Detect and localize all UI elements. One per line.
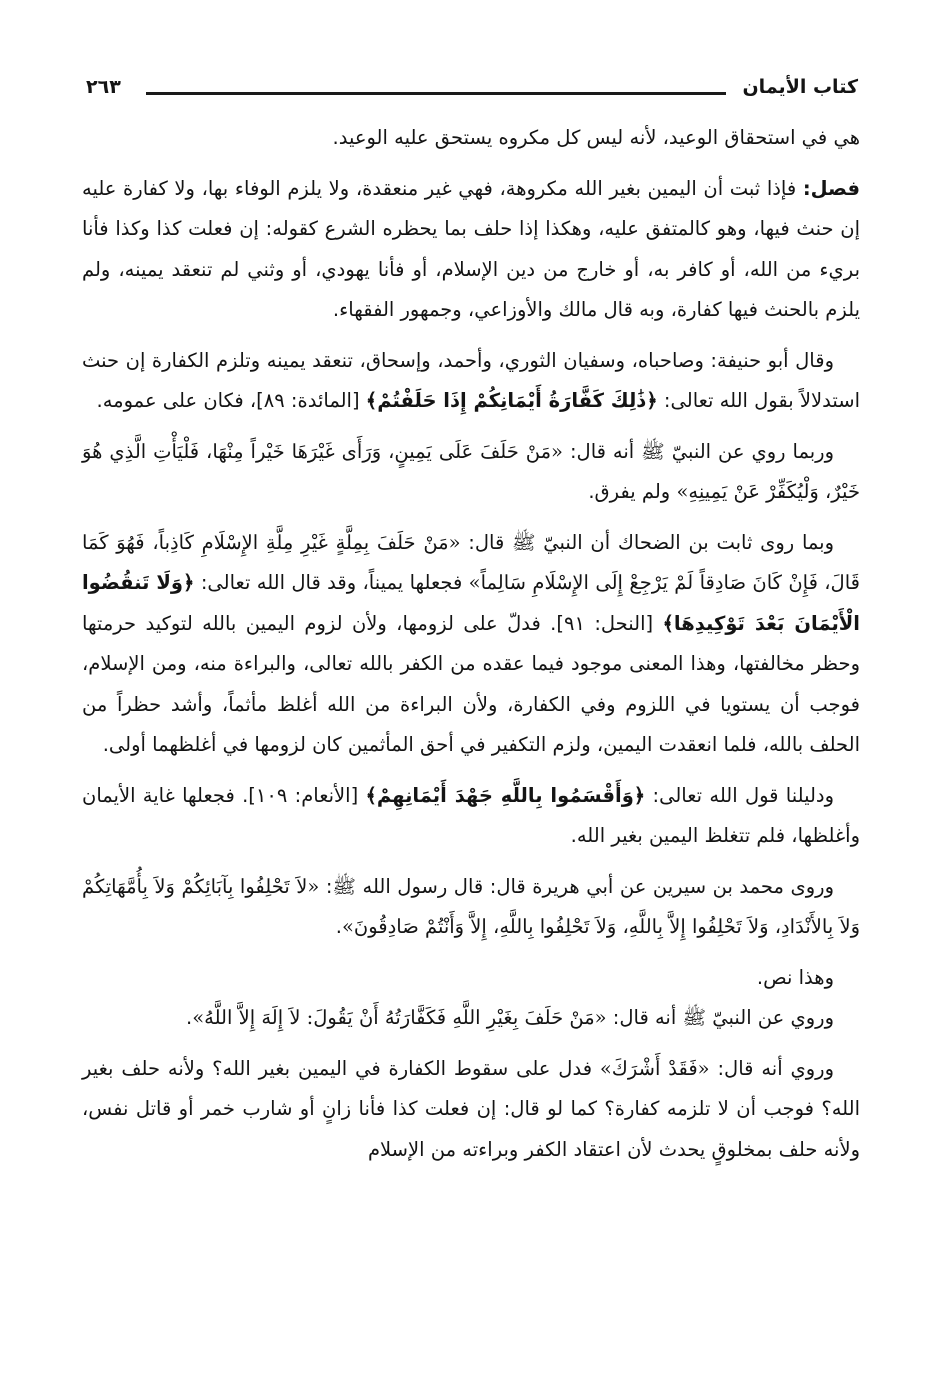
paragraph-text: ودليلنا قول الله تعالى: (645, 783, 835, 807)
paragraph-text: وقال أبو حنيفة: وصاحباه، وسفيان الثوري، وأحمد، وإسحاق، تنعقد يمينه وتلزم الكفارة إن حنث استدلالاً بقول الله تعالى: (82, 348, 860, 412)
page-number: ٢٦٣ (86, 76, 121, 98)
paragraph-text: هي في استحقاق الوعيد، لأنه ليس كل مكروه يستحق عليه الوعيد. (332, 126, 860, 149)
hadith-quote: «مَنْ حَلَفَ عَلَى يَمِينٍ، وَرَأَى غَيْرَهَا خَيْراً مِنْهَا، فَلْيَأْتِ الَّذِي هُوَ خَيْرٌ، وَلْيُكَفِّرْ عَنْ يَمِينِهِ» (82, 439, 860, 503)
hadith-quote: «لاَ تَحْلِفُوا بِآبَائِكُمْ وَلاَ بِأُمَّهَاتِكُمْ وَلاَ بِالأَنْدَادِ، وَلاَ تَحْلِفُوا إِلاَّ بِاللَّهِ، وَلاَ تَحْلِفُوا بِاللَّهِ، إِلاَّ وَأَنْتُمْ صَادِقُونَ» (82, 874, 860, 938)
paragraph-8 (82, 958, 860, 999)
hadith-quote: «مَنْ حَلَفَ بِمِلَّةٍ غَيْرِ مِلَّةِ الإِسْلَامِ كَاذِباً، فَهُوَ كَمَا قَالَ، فَإِنْ كَانَ صَادِقاً لَمْ يَرْجِعْ إِلَى الإِسْلَامِ سَالِماً» (82, 530, 860, 594)
paragraph-text: فإذا ثبت أن اليمين بغير الله مكروهة، فهي غير منعقدة، ولا يلزم الوفاء بها، ولا كفارة عليه إن حنث فيها، وهو كالمتفق عليه، وهكذا إذا حلف بما يحظره الشرع كقوله: إن فعلت كذا وكذا فأنا بريء من الله، أو كافر به، أو خارج من دين الإسلام، أو فأنا يهودي، أو وثني لم تنعقد يمينه، ولم يلزم بالحنث فيها كفارة، وبه قال مالك والأوزاعي، وجمهور الفقهاء. (82, 176, 860, 321)
paragraph-text: فجعلها يميناً، وقد قال الله تعالى: (194, 571, 469, 594)
paragraph-10 (82, 1049, 860, 1171)
paragraph-2 (82, 169, 860, 331)
paragraph-text: وربما روي عن النبيّ ﷺ أنه قال: (563, 439, 834, 463)
paragraph-9 (82, 998, 860, 1039)
paragraph-text: وهذا نص. (756, 965, 834, 989)
paragraph-7 (82, 867, 860, 948)
quran-verse: ﴿وَلَا تَنقُضُوا الْأَيْمَانَ بَعْدَ تَوْكِيدِهَا﴾ (82, 571, 860, 635)
paragraph-6 (82, 776, 860, 857)
quran-verse: ﴿ذَٰلِكَ كَفَّارَةُ أَيْمَانِكُمْ إِذَا حَلَفْتُمْ﴾ (365, 389, 658, 412)
header-rule (146, 92, 726, 95)
section-lead: فصل: (802, 176, 860, 200)
paragraph-text: وروي عن النبيّ ﷺ أنه قال: (606, 1006, 834, 1029)
paragraph-1 (82, 118, 860, 159)
paragraph-text: [الأنعام: ١٠٩]. فجعلها غاية الأيمان وأغلظها، فلم تتغلظ اليمين بغير الله. (82, 783, 860, 847)
paragraph-text: ولم يفرق. (588, 480, 677, 503)
paragraph-4 (82, 432, 860, 513)
hadith-quote: «فَقَدْ أَشْرَكَ» (599, 1056, 710, 1080)
hadith-quote: «مَنْ حَلَفَ بِغَيْرِ اللَّهِ فَكَفَّارَتُهُ أَنْ يَقُولَ: لاَ إِلَهَ إِلاَّ اللَّهُ» (192, 1006, 607, 1029)
paragraph-text: وبما روى ثابت بن الضحاك أن النبيّ ﷺ قال: (460, 530, 834, 554)
chapter-title: كتاب الأيمان (742, 76, 858, 98)
paragraph-text: [المائدة: ٨٩]، فكان على عمومه. (96, 389, 366, 412)
page-body (82, 118, 860, 1180)
paragraph-text: . (335, 915, 342, 938)
paragraph-text: فدل على سقوط الكفارة في اليمين بغير الله؟ ولأنه حلف بغير الله؟ فوجب أن لا تلزمه كفارة؟ كما لو قال: إن فعلت كذا فأنا زانٍ أو شارب خمر أو قاتل نفس، ولأنه حلف بمخلوقٍ يحدث لأن اعتقاد الكفر وبراءته من الإسلام (82, 1056, 860, 1161)
paragraph-3 (82, 341, 860, 422)
paragraph-text: وروى محمد بن سيرين عن أبي هريرة قال: قال رسول الله ﷺ: (319, 874, 834, 898)
paragraph-5 (82, 523, 860, 766)
page-header (86, 68, 858, 108)
quran-verse: ﴿وَأَقْسَمُوا بِاللَّهِ جَهْدَ أَيْمَانِهِمْ﴾ (365, 783, 646, 807)
paragraph-text: [النحل: ٩١]. فدلّ على لزومها، ولأن لزوم اليمين بالله لتوكيد حرمتها وحظر مخالفتها، وهذا المعنى موجود فيما عقده من الكفر بالله تعالى، والبراءة منه، ومن الإسلام، فوجب أن يستويا في اللزوم وفي الكفارة، ولأن البراءة من الله أغلظ مأثماً، وأشد حظراً من الحلف بالله، فلما انعقدت اليمين، ولزم التكفير في أحق المأثمين كان لزومها في أغلظهما أولى. (82, 611, 860, 756)
paragraph-text: . (186, 1006, 193, 1029)
paragraph-text: وروي أنه قال: (709, 1056, 834, 1080)
